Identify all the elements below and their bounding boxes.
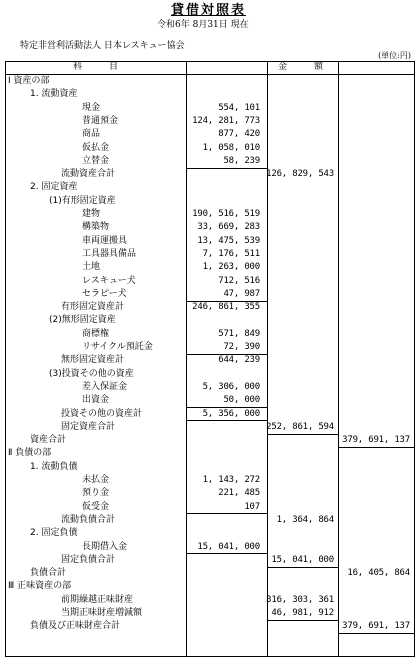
row-amount: 13, 475, 539 bbox=[197, 235, 260, 246]
row-amount: 50, 000 bbox=[223, 395, 260, 406]
row-amount: 124, 281, 773 bbox=[192, 115, 260, 126]
header-amount: 金 額 bbox=[277, 62, 323, 72]
row-label: (3)投資その他の資産 bbox=[49, 368, 134, 379]
row-label: 立替金 bbox=[82, 155, 110, 166]
row-amount: 33, 669, 283 bbox=[197, 222, 260, 233]
row-label: 2. 固定負債 bbox=[30, 528, 78, 539]
row-label: 仮払金 bbox=[82, 142, 110, 153]
row-label: 固定資産合計 bbox=[61, 421, 116, 432]
table-bottom-border bbox=[5, 656, 415, 657]
unit-note: (単位:円) bbox=[378, 51, 411, 60]
row-amount: 1, 143, 272 bbox=[202, 475, 260, 485]
row-amount: 246, 861, 355 bbox=[192, 302, 260, 313]
header-bottom-border bbox=[5, 74, 415, 75]
row-label: 無形固定資産計 bbox=[61, 355, 125, 366]
row-label: 差入保証金 bbox=[82, 381, 128, 392]
row-amount: 5, 356, 000 bbox=[202, 408, 260, 419]
row-label: 2. 固定資産 bbox=[30, 182, 78, 193]
row-label: 有形固定資産計 bbox=[61, 302, 125, 313]
row-amount: 554, 101 bbox=[218, 102, 260, 113]
row-label: 商標権 bbox=[82, 328, 110, 339]
row-label: 仮受金 bbox=[82, 501, 110, 512]
row-amount: 1, 364, 864 bbox=[276, 514, 334, 525]
row-label: 資産合計 bbox=[30, 435, 67, 446]
row-label: 長期借入金 bbox=[82, 541, 128, 552]
row-label: 車両運搬具 bbox=[82, 235, 128, 246]
row-amount: 46, 981, 912 bbox=[271, 608, 334, 618]
row-label: 固定負債合計 bbox=[61, 554, 116, 565]
row-label: 構築物 bbox=[82, 222, 110, 233]
row-label: 未払金 bbox=[82, 475, 110, 485]
row-amount: 107 bbox=[244, 501, 260, 512]
table-left-border bbox=[5, 61, 6, 657]
row-label: Ⅱ 負債の部 bbox=[8, 448, 52, 459]
row-label: 建物 bbox=[82, 209, 101, 219]
row-label: 商品 bbox=[82, 129, 101, 140]
column-divider-1 bbox=[186, 61, 187, 657]
row-label: リサイクル預託金 bbox=[82, 342, 153, 352]
row-amount: 16, 405, 864 bbox=[347, 568, 410, 579]
row-amount: 58, 239 bbox=[223, 155, 260, 166]
subtotal-rule bbox=[267, 434, 338, 435]
subtotal-rule bbox=[267, 567, 338, 568]
row-amount: 712, 516 bbox=[218, 275, 260, 286]
row-amount: 877, 420 bbox=[218, 129, 260, 140]
row-amount: 5, 306, 000 bbox=[202, 381, 260, 392]
subtotal-rule bbox=[186, 513, 267, 514]
row-amount: 190, 516, 519 bbox=[192, 209, 260, 219]
row-amount: 379, 691, 137 bbox=[342, 621, 410, 632]
row-label: セラピー犬 bbox=[82, 288, 127, 299]
row-label: 工具器具備品 bbox=[82, 248, 137, 259]
subtotal-rule bbox=[186, 420, 267, 421]
row-amount: 316, 303, 361 bbox=[266, 594, 334, 605]
row-label: 土地 bbox=[82, 262, 101, 273]
row-label: 負債及び正味財産合計 bbox=[30, 621, 121, 632]
row-amount: 1, 058, 010 bbox=[202, 142, 260, 153]
row-label: 普通預金 bbox=[82, 115, 119, 126]
subtotal-rule bbox=[338, 633, 414, 634]
row-label: 1. 流動資産 bbox=[30, 89, 78, 100]
document-title: 貸借対照表 bbox=[170, 3, 246, 18]
row-label: 流動負債合計 bbox=[61, 514, 116, 525]
row-label: 負債合計 bbox=[30, 568, 67, 579]
row-amount: 379, 691, 137 bbox=[342, 435, 410, 446]
row-amount: 126, 829, 543 bbox=[266, 169, 334, 180]
report-date: 令和6年 8月31日 現在 bbox=[157, 20, 249, 30]
row-label: 1. 流動負債 bbox=[30, 461, 78, 472]
row-label: (2)無形固定資産 bbox=[49, 315, 116, 326]
row-amount: 15, 041, 000 bbox=[271, 554, 334, 565]
row-amount: 47, 987 bbox=[223, 288, 260, 299]
row-label: 出資金 bbox=[82, 395, 110, 406]
header-item: 科 目 bbox=[72, 62, 118, 72]
row-label: 前期繰越正味財産 bbox=[61, 594, 134, 605]
subtotal-rule bbox=[186, 553, 267, 554]
row-amount: 252, 861, 594 bbox=[266, 421, 334, 432]
row-amount: 1, 263, 000 bbox=[202, 262, 260, 273]
row-label: (1)有形固定資産 bbox=[49, 195, 116, 206]
row-label: 流動資産合計 bbox=[61, 169, 116, 180]
table-right-border bbox=[414, 61, 415, 657]
row-label: 投資その他の資産計 bbox=[61, 408, 143, 419]
column-divider-2 bbox=[267, 61, 268, 657]
row-amount: 15, 041, 000 bbox=[197, 541, 260, 552]
row-amount: 571, 849 bbox=[218, 328, 260, 339]
row-amount: 644, 239 bbox=[218, 355, 260, 366]
row-label: Ⅲ 正味資産の部 bbox=[8, 581, 72, 592]
row-label: 当期正味財産増減額 bbox=[61, 608, 143, 618]
row-label: Ⅰ 資産の部 bbox=[8, 76, 50, 86]
column-divider-3 bbox=[338, 61, 339, 657]
subtotal-rule bbox=[267, 620, 338, 621]
subtotal-rule bbox=[338, 447, 414, 448]
row-label: レスキュー犬 bbox=[82, 275, 136, 286]
row-amount: 221, 485 bbox=[218, 488, 260, 499]
row-label: 現金 bbox=[82, 102, 101, 113]
row-label: 預り金 bbox=[82, 488, 110, 499]
organization-name: 特定非営利活動法人 日本レスキュー協会 bbox=[20, 41, 185, 51]
balance-sheet-table bbox=[5, 61, 415, 657]
subtotal-rule bbox=[186, 168, 267, 169]
row-amount: 7, 176, 511 bbox=[202, 248, 260, 259]
row-amount: 72, 390 bbox=[223, 342, 260, 352]
